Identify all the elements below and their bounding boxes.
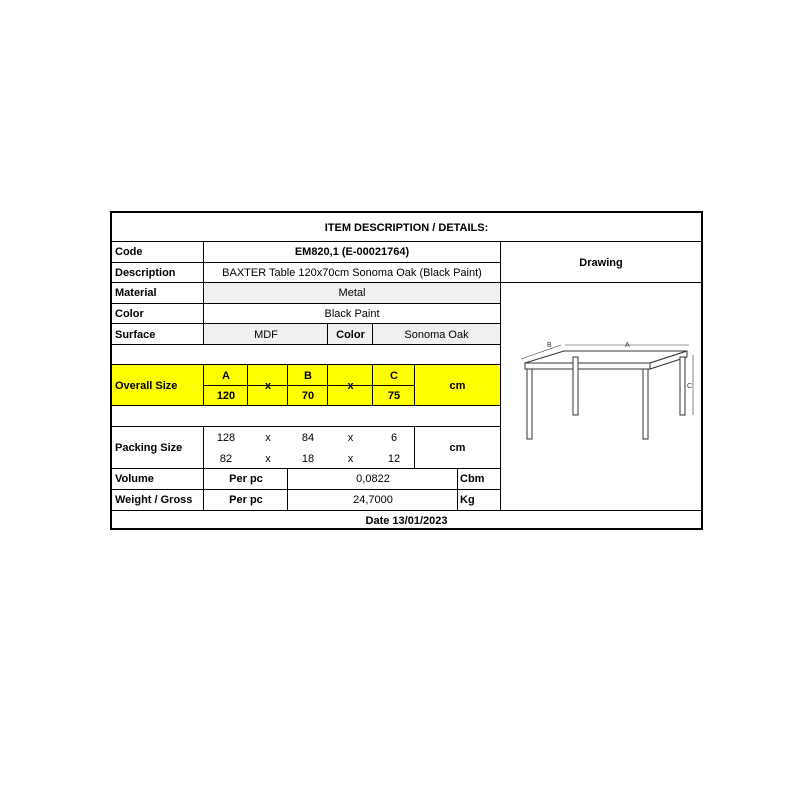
rule-v-main [500,242,501,510]
packing-size-label: Packing Size [115,442,183,454]
rule-v-surface-a [327,324,328,345]
rule-h-overall-mid [204,385,415,386]
leg-back-left [573,357,578,415]
volume-value: 0,0822 [356,473,390,485]
sheet-header: ITEM DESCRIPTION / DETAILS: [324,221,489,234]
dim-line-b [521,345,561,359]
overall-a-label: A [204,365,248,386]
rule-v-ov-5 [414,365,415,406]
packing-r1-x1: x [265,431,271,444]
weight-label: Weight / Gross [115,493,193,506]
rule-v-ov-2 [287,365,288,406]
rule-h-code [112,262,500,263]
volume-unit: Cbm [460,473,485,485]
dim-label-c: C [687,383,693,390]
overall-size-label: Overall Size [112,365,204,406]
packing-r1-v2: 84 [301,431,315,444]
overall-b-label: B [288,365,328,386]
overall-unit: cm [415,365,500,406]
rule-h-gap2 [112,426,500,427]
rule-v-pk-unit [414,427,415,469]
packing-r2-v1: 82 [219,452,233,465]
weight-unit: Kg [460,493,475,506]
code-label: Code [115,246,143,258]
packing-r2-x2: x [347,452,354,465]
rule-h-overall-end [112,405,500,406]
color-label: Color [115,307,144,320]
overall-c-value: 75 [373,386,415,406]
packing-r2-v3: 12 [387,452,401,465]
rule-h-desc [112,282,701,283]
date-footer: Date 13/01/2023 [365,514,448,527]
packing-r1-v1: 128 [216,431,236,444]
rule-v-label-3 [203,427,204,510]
code-value: EM820,1 (E-00021764) [294,246,410,258]
surface-color-value: Sonoma Oak [373,324,500,345]
weight-per: Per pc [229,493,263,506]
rule-h-material [112,303,500,304]
rule-h-header [112,241,701,242]
rule-v-ov-1 [247,365,248,406]
rule-h-volume [112,489,500,490]
rule-h-color [112,323,500,324]
overall-b-value: 70 [288,386,328,406]
color-value: Black Paint [324,307,380,320]
rule-v-label-2 [203,365,204,406]
rule-v-label [203,242,204,344]
leg-front-left [527,369,532,439]
packing-r2-x1: x [265,452,271,465]
weight-value: 24,7000 [353,493,393,506]
table-drawing [517,333,697,458]
rule-v-ov-3 [327,365,328,406]
description-value: BAXTER Table 120x70cm Sonoma Oak (Black Paint) [222,266,482,279]
drawing-label: Drawing [579,256,623,269]
rule-v-per [287,469,288,510]
material-label: Material [115,287,157,299]
rule-v-unit [457,469,458,510]
overall-c-label: C [373,365,415,386]
rule-h-packing [112,468,500,469]
packing-r1-x2: x [347,431,354,444]
volume-label: Volume [115,473,154,485]
rule-h-weight [112,510,701,511]
rule-h-surface [112,344,500,345]
rule-h-gap1 [112,364,500,365]
rule-v-ov-4 [372,365,373,406]
surface-value: MDF [204,324,328,345]
material-value: Metal [204,283,500,303]
dim-label-a: A [625,342,630,349]
overall-a-value: 120 [204,386,248,406]
packing-r1-v3: 6 [390,431,398,444]
tabletop-front [525,363,650,369]
leg-back-right [680,357,685,415]
dim-label-b: B [547,342,552,349]
packing-unit: cm [449,442,466,454]
rule-v-surface-b [372,324,373,345]
description-label: Description [115,266,176,279]
surface-label: Surface [115,328,156,341]
item-details-sheet [110,211,703,530]
volume-per: Per pc [229,473,263,485]
leg-front-right [643,369,648,439]
surface-color-label: Color [328,324,373,345]
packing-r2-v2: 18 [301,452,315,465]
